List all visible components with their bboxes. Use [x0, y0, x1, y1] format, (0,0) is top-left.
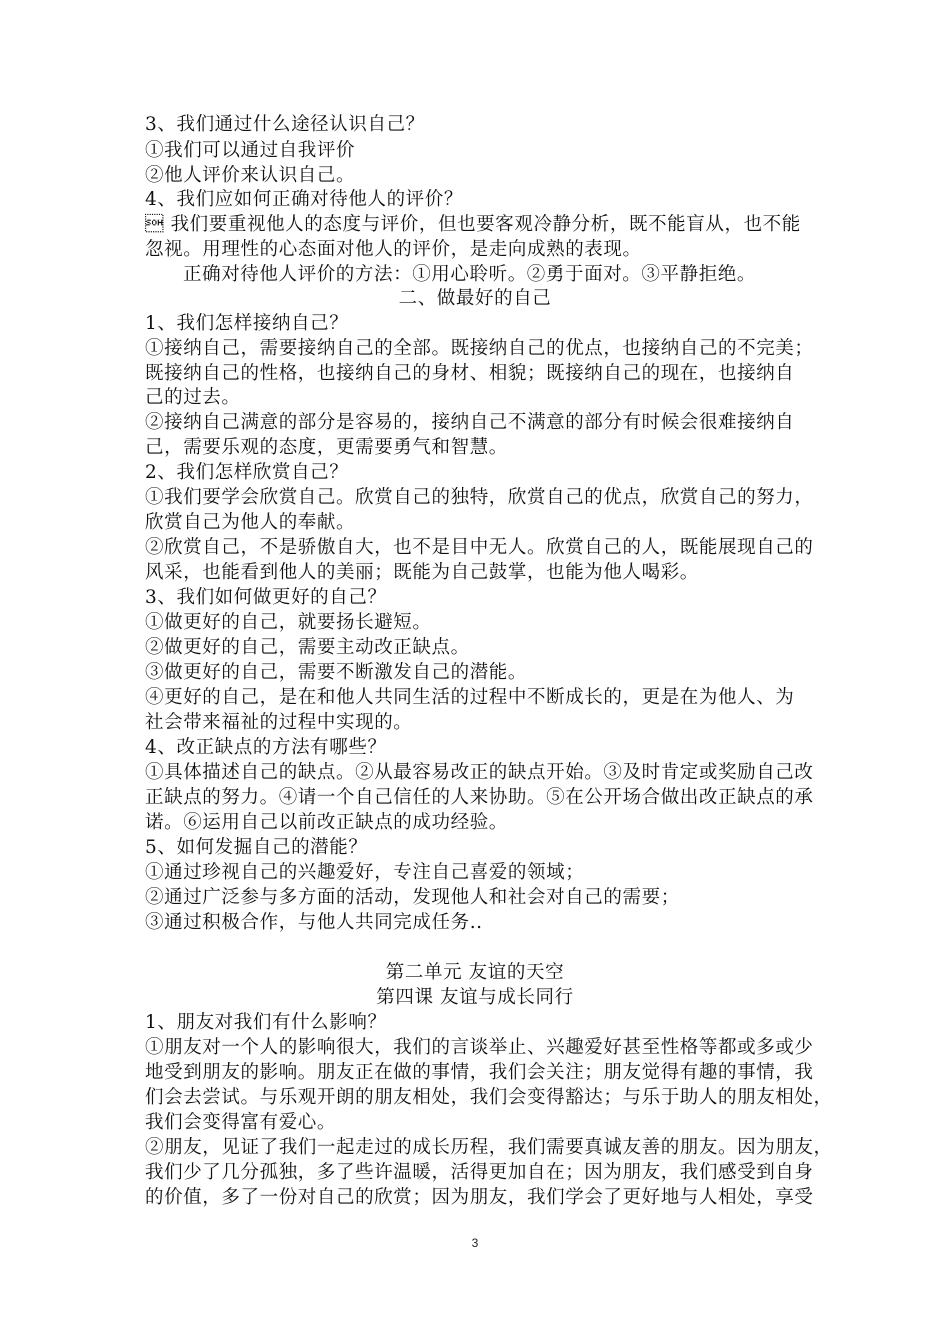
text-line: 我们少了几分孤独，多了些许温暖，活得更加自在；因为朋友，我们感受到自身: [145, 1162, 814, 1183]
text-line: ②欣赏自己，不是骄傲自大，也不是目中无人。欣赏自己的人，既能展现自己的: [145, 537, 814, 558]
text-line: ①做更好的自己，就要扬长避短。: [145, 612, 432, 633]
text-line: 我们会变得富有爱心。: [145, 1112, 337, 1133]
lesson-title: 第四课 友谊与成长同行: [376, 987, 574, 1008]
page-number: 3: [471, 1236, 479, 1250]
text-line: 社会带来福祉的过程中实现的。: [145, 712, 413, 733]
text-line: ①接纳自己，需要接纳自己的全部。既接纳自己的优点，也接纳自己的不完美；: [145, 338, 814, 359]
text-line:  我们要重视他人的态度与评价，但也要客观冷静分析，既不能盲从，也不能: [145, 214, 801, 235]
text-line: ②做更好的自己，需要主动改正缺点。: [145, 637, 470, 658]
text-line: ①我们要学会欣赏自己。欣赏自己的独特，欣赏自己的优点，欣赏自己的努力，: [145, 487, 814, 508]
text-line: 正缺点的努力。④请一个自己信任的人来协助。⑤在公开场合做出改正缺点的承: [145, 787, 814, 808]
text-line: 的价值，多了一份对自己的欣赏；因为朋友，我们学会了更好地与人相处，享受: [145, 1187, 814, 1208]
question-heading: 5、如何发掘自己的潜能？: [145, 837, 368, 858]
text-line: ①通过珍视自己的兴趣爱好，专注自己喜爱的领域；: [145, 862, 585, 883]
question-heading: 1、我们怎样接纳自己？: [145, 313, 349, 334]
text-line: ①朋友对一个人的影响很大，我们的言谈举止、兴趣爱好甚至性格等都或多或少: [145, 1037, 814, 1058]
question-heading: 1、朋友对我们有什么影响？: [145, 1012, 387, 1033]
question-heading: 2、我们怎样欣赏自己？: [145, 462, 349, 483]
question-3-heading: 3、我们通过什么途径认识自己？: [145, 114, 425, 135]
text-line: 己的过去。: [145, 387, 241, 408]
text-line: 们会去尝试。与乐观开朗的朋友相处，我们会变得豁达；与乐于助人的朋友相处，: [145, 1087, 833, 1108]
section-heading: 二、做最好的自己: [398, 288, 552, 309]
text-line: ③通过积极合作，与他人共同完成任务..: [145, 912, 483, 933]
question-4-heading: 4、我们应如何正确对待他人的评价？: [145, 189, 463, 210]
text-line: ②通过广泛参与多方面的活动，发现他人和社会对自己的需要；: [145, 887, 680, 908]
text-line: 己，需要乐观的态度，更需要勇气和智慧。: [145, 437, 508, 458]
text-line: ②接纳自己满意的部分是容易的，接纳自己不满意的部分有时候会很难接纳自: [145, 412, 795, 433]
text-line: 地受到朋友的影响。朋友正在做的事情，我们会关注；朋友觉得有趣的事情，我: [145, 1062, 814, 1083]
text-line: 忽视。用理性的心态面对他人的评价，是走向成熟的表现。: [145, 239, 642, 260]
question-heading: 4、改正缺点的方法有哪些？: [145, 737, 387, 758]
text-line: 诺。⑥运用自己以前改正缺点的成功经验。: [145, 812, 508, 833]
text-line: ②朋友，见证了我们一起走过的成长历程，我们需要真诚友善的朋友。因为朋友，: [145, 1137, 833, 1158]
text-line: ④更好的自己，是在和他人共同生活的过程中不断成长的，更是在为他人、为: [145, 687, 795, 708]
text-line: ②他人评价来认识自己。: [145, 165, 356, 186]
text-line: 正确对待他人评价的方法：①用心聆听。②勇于面对。③平静拒绝。: [183, 264, 757, 285]
text-line: 风采，也能看到他人的美丽；既能为自己鼓掌，也能为他人喝彩。: [145, 562, 699, 583]
text-line: 既接纳自己的性格，也接纳自己的身材、相貌；既接纳自己的现在，也接纳自: [145, 363, 795, 384]
question-heading: 3、我们如何做更好的自己？: [145, 587, 387, 608]
text-line: ①我们可以通过自我评价: [145, 140, 356, 161]
text-line: 欣赏自己为他人的奉献。: [145, 512, 356, 533]
text-line: ③做更好的自己，需要不断激发自己的潜能。: [145, 662, 528, 683]
unit-title: 第二单元 友谊的天空: [385, 962, 565, 983]
text-line: ①具体描述自己的缺点。②从最容易改正的缺点开始。③及时肯定或奖励自己改: [145, 762, 814, 783]
